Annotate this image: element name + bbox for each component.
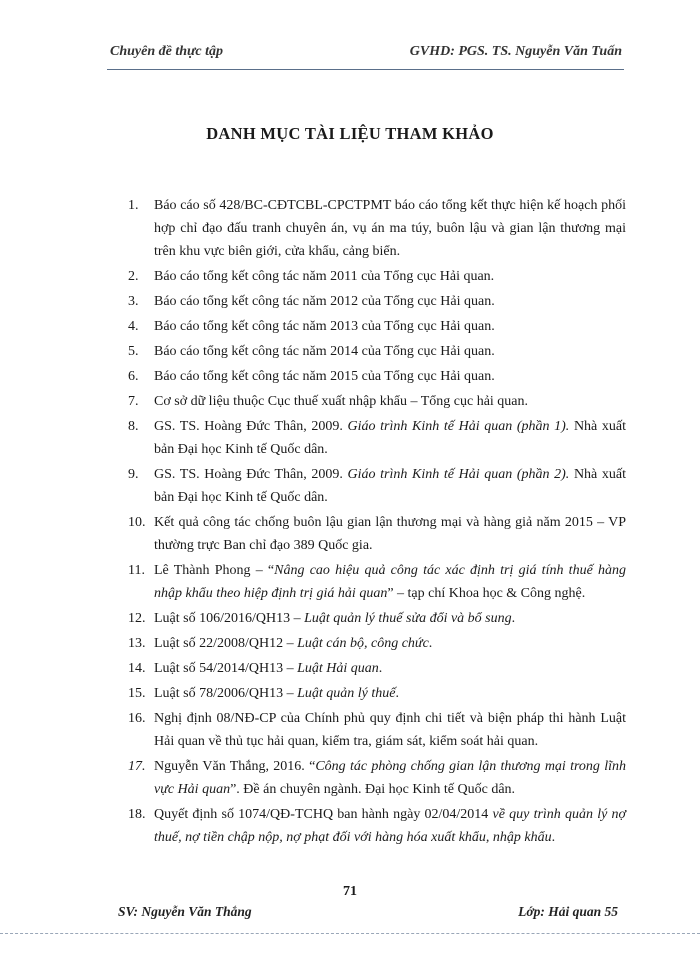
reference-item bbox=[128, 463, 626, 509]
reference-item bbox=[128, 755, 626, 801]
reference-text: Báo cáo số 428/BC-CĐTCBL-CPCTPMT báo cáo tổng kết thực hiện kế hoạch phối hợp chỉ đạo đấu tranh chuyên án, vụ án ma túy, buôn lậu và gian lận thương mại trên khu vực biên giới, cửa khẩu, cảng biển. bbox=[154, 198, 626, 259]
reference-text-pre: Luật số 106/2016/QH13 – bbox=[154, 611, 305, 626]
reference-text-post: ”. Đề án chuyên ngành. Đại học Kinh tế Quốc dân. bbox=[230, 782, 516, 797]
reference-text-italic: Luật quản lý thuế sửa đổi và bổ sung bbox=[304, 611, 512, 626]
reference-number: 7. bbox=[128, 394, 139, 409]
reference-text bbox=[154, 657, 626, 680]
reference-text-pre: GS. TS. Hoàng Đức Thân, 2009. bbox=[154, 467, 348, 482]
reference-text-pre: Quyết định số 1074/QĐ-TCHQ ban hành ngày 02/04/2014 bbox=[154, 807, 493, 822]
reference-item bbox=[128, 315, 626, 338]
reference-item bbox=[128, 559, 626, 605]
reference-text bbox=[154, 559, 626, 605]
reference-text-post: . bbox=[395, 686, 399, 701]
reference-text-pre: Luật số 22/2008/QH12 – bbox=[154, 636, 298, 651]
footer-divider bbox=[0, 933, 700, 934]
reference-list bbox=[128, 194, 626, 851]
reference-number: 5. bbox=[128, 344, 139, 359]
reference-text-pre: Luật số 54/2014/QH13 – bbox=[154, 661, 298, 676]
reference-text: Kết quả công tác chống buôn lậu gian lận thương mại và hàng giả năm 2015 – VP thường trực Ban chỉ đạo 389 Quốc gia. bbox=[154, 515, 626, 553]
reference-number: 2. bbox=[128, 269, 139, 284]
reference-text-italic: Công tác phòng chống gian lận thương mại trong lĩnh vực Hải quan bbox=[154, 759, 627, 797]
reference-text-italic: Nâng cao hiệu quả công tác xác định trị giá tính thuế hàng nhập khẩu theo hiệp định trị giá hải quan bbox=[154, 563, 626, 601]
reference-text: Báo cáo tổng kết công tác năm 2013 của Tổng cục Hải quan. bbox=[154, 319, 495, 334]
reference-text-post: . bbox=[428, 636, 433, 651]
reference-text bbox=[154, 607, 626, 630]
reference-number: 15. bbox=[128, 686, 146, 701]
reference-text: Cơ sở dữ liệu thuộc Cục thuế xuất nhập khẩu – Tổng cục hải quan. bbox=[154, 394, 529, 409]
reference-item bbox=[128, 390, 626, 413]
reference-item bbox=[128, 290, 626, 313]
reference-number: 18. bbox=[128, 807, 146, 822]
reference-number: 9. bbox=[128, 467, 139, 482]
reference-number: 14. bbox=[128, 661, 146, 676]
reference-text-italic: Giáo trình Kinh tế Hải quan (phần 1). bbox=[347, 419, 570, 434]
reference-text-post: . bbox=[378, 661, 383, 676]
reference-text: Báo cáo tổng kết công tác năm 2015 của Tổng cục Hải quan. bbox=[154, 369, 495, 384]
reference-text bbox=[154, 632, 626, 655]
reference-text: Báo cáo tổng kết công tác năm 2011 của Tổng cục Hải quan. bbox=[154, 269, 495, 284]
reference-item bbox=[128, 707, 626, 753]
header-left: Chuyên đề thực tập bbox=[110, 44, 224, 59]
footer-left: SV: Nguyễn Văn Thắng bbox=[118, 904, 252, 919]
reference-number: 11. bbox=[128, 563, 145, 578]
reference-item bbox=[128, 265, 626, 288]
reference-text bbox=[154, 682, 626, 705]
reference-text bbox=[154, 755, 626, 801]
reference-text-post: ” – tạp chí Khoa học & Công nghệ. bbox=[387, 586, 586, 601]
reference-text bbox=[154, 415, 626, 461]
reference-text-pre: Luật số 78/2006/QH13 – bbox=[154, 686, 298, 701]
reference-item bbox=[128, 194, 626, 263]
reference-number: 13. bbox=[128, 636, 146, 651]
reference-item bbox=[128, 632, 626, 655]
reference-item bbox=[128, 365, 626, 388]
reference-text-post: . bbox=[551, 830, 556, 845]
reference-text: Nghị định 08/NĐ-CP của Chính phủ quy định chi tiết và biện pháp thi hành Luật Hải quan về thủ tục hải quan, kiểm tra, giám sát, kiểm soát hải quan. bbox=[154, 711, 626, 749]
reference-number: 10. bbox=[128, 515, 146, 530]
reference-text bbox=[154, 463, 626, 509]
reference-text-italic: Giáo trình Kinh tế Hải quan (phần 2). bbox=[347, 467, 570, 482]
reference-text: Báo cáo tổng kết công tác năm 2012 của Tổng cục Hải quan. bbox=[154, 294, 495, 309]
reference-text: Báo cáo tổng kết công tác năm 2014 của Tổng cục Hải quan. bbox=[154, 344, 495, 359]
reference-number: 3. bbox=[128, 294, 139, 309]
reference-number: 16. bbox=[128, 711, 146, 726]
reference-number: 4. bbox=[128, 319, 139, 334]
page-title: DANH MỤC TÀI LIỆU THAM KHẢO bbox=[206, 124, 494, 143]
reference-text-italic: Luật quản lý thuế bbox=[297, 686, 396, 701]
reference-text-pre: Lê Thành Phong – “ bbox=[154, 563, 275, 578]
reference-item bbox=[128, 682, 626, 705]
reference-text-post: Nhà xuất bản Đại học Kinh tế Quốc dân. bbox=[154, 419, 626, 457]
reference-item bbox=[128, 511, 626, 557]
reference-text bbox=[154, 803, 626, 849]
footer-right: Lớp: Hải quan 55 bbox=[518, 904, 618, 919]
reference-number: 17. bbox=[128, 759, 146, 774]
reference-item bbox=[128, 340, 626, 363]
page-number: 71 bbox=[343, 884, 357, 899]
reference-item bbox=[128, 657, 626, 680]
reference-number: 6. bbox=[128, 369, 139, 384]
reference-text-post: . bbox=[511, 611, 516, 626]
reference-item bbox=[128, 607, 626, 630]
header-divider bbox=[107, 69, 624, 70]
reference-number: 1. bbox=[128, 198, 139, 213]
reference-number: 12. bbox=[128, 611, 146, 626]
header-right: GVHD: PGS. TS. Nguyễn Văn Tuấn bbox=[409, 44, 622, 59]
reference-text-italic: về quy trình quản lý nợ thuế, nợ tiền chập nộp, nợ phạt đối với hàng hóa xuất khẩu, nhập khẩu bbox=[154, 807, 626, 845]
reference-number: 8. bbox=[128, 419, 139, 434]
reference-text-post: Nhà xuất bản Đại học Kinh tế Quốc dân. bbox=[154, 467, 626, 505]
reference-text-pre: Nguyễn Văn Thắng, 2016. “ bbox=[154, 759, 316, 774]
reference-text-italic: Luật Hải quan bbox=[297, 661, 379, 676]
reference-text-pre: GS. TS. Hoàng Đức Thân, 2009. bbox=[154, 419, 348, 434]
reference-item bbox=[128, 803, 626, 849]
reference-text-italic: Luật cán bộ, công chức bbox=[297, 636, 429, 651]
reference-item bbox=[128, 415, 626, 461]
